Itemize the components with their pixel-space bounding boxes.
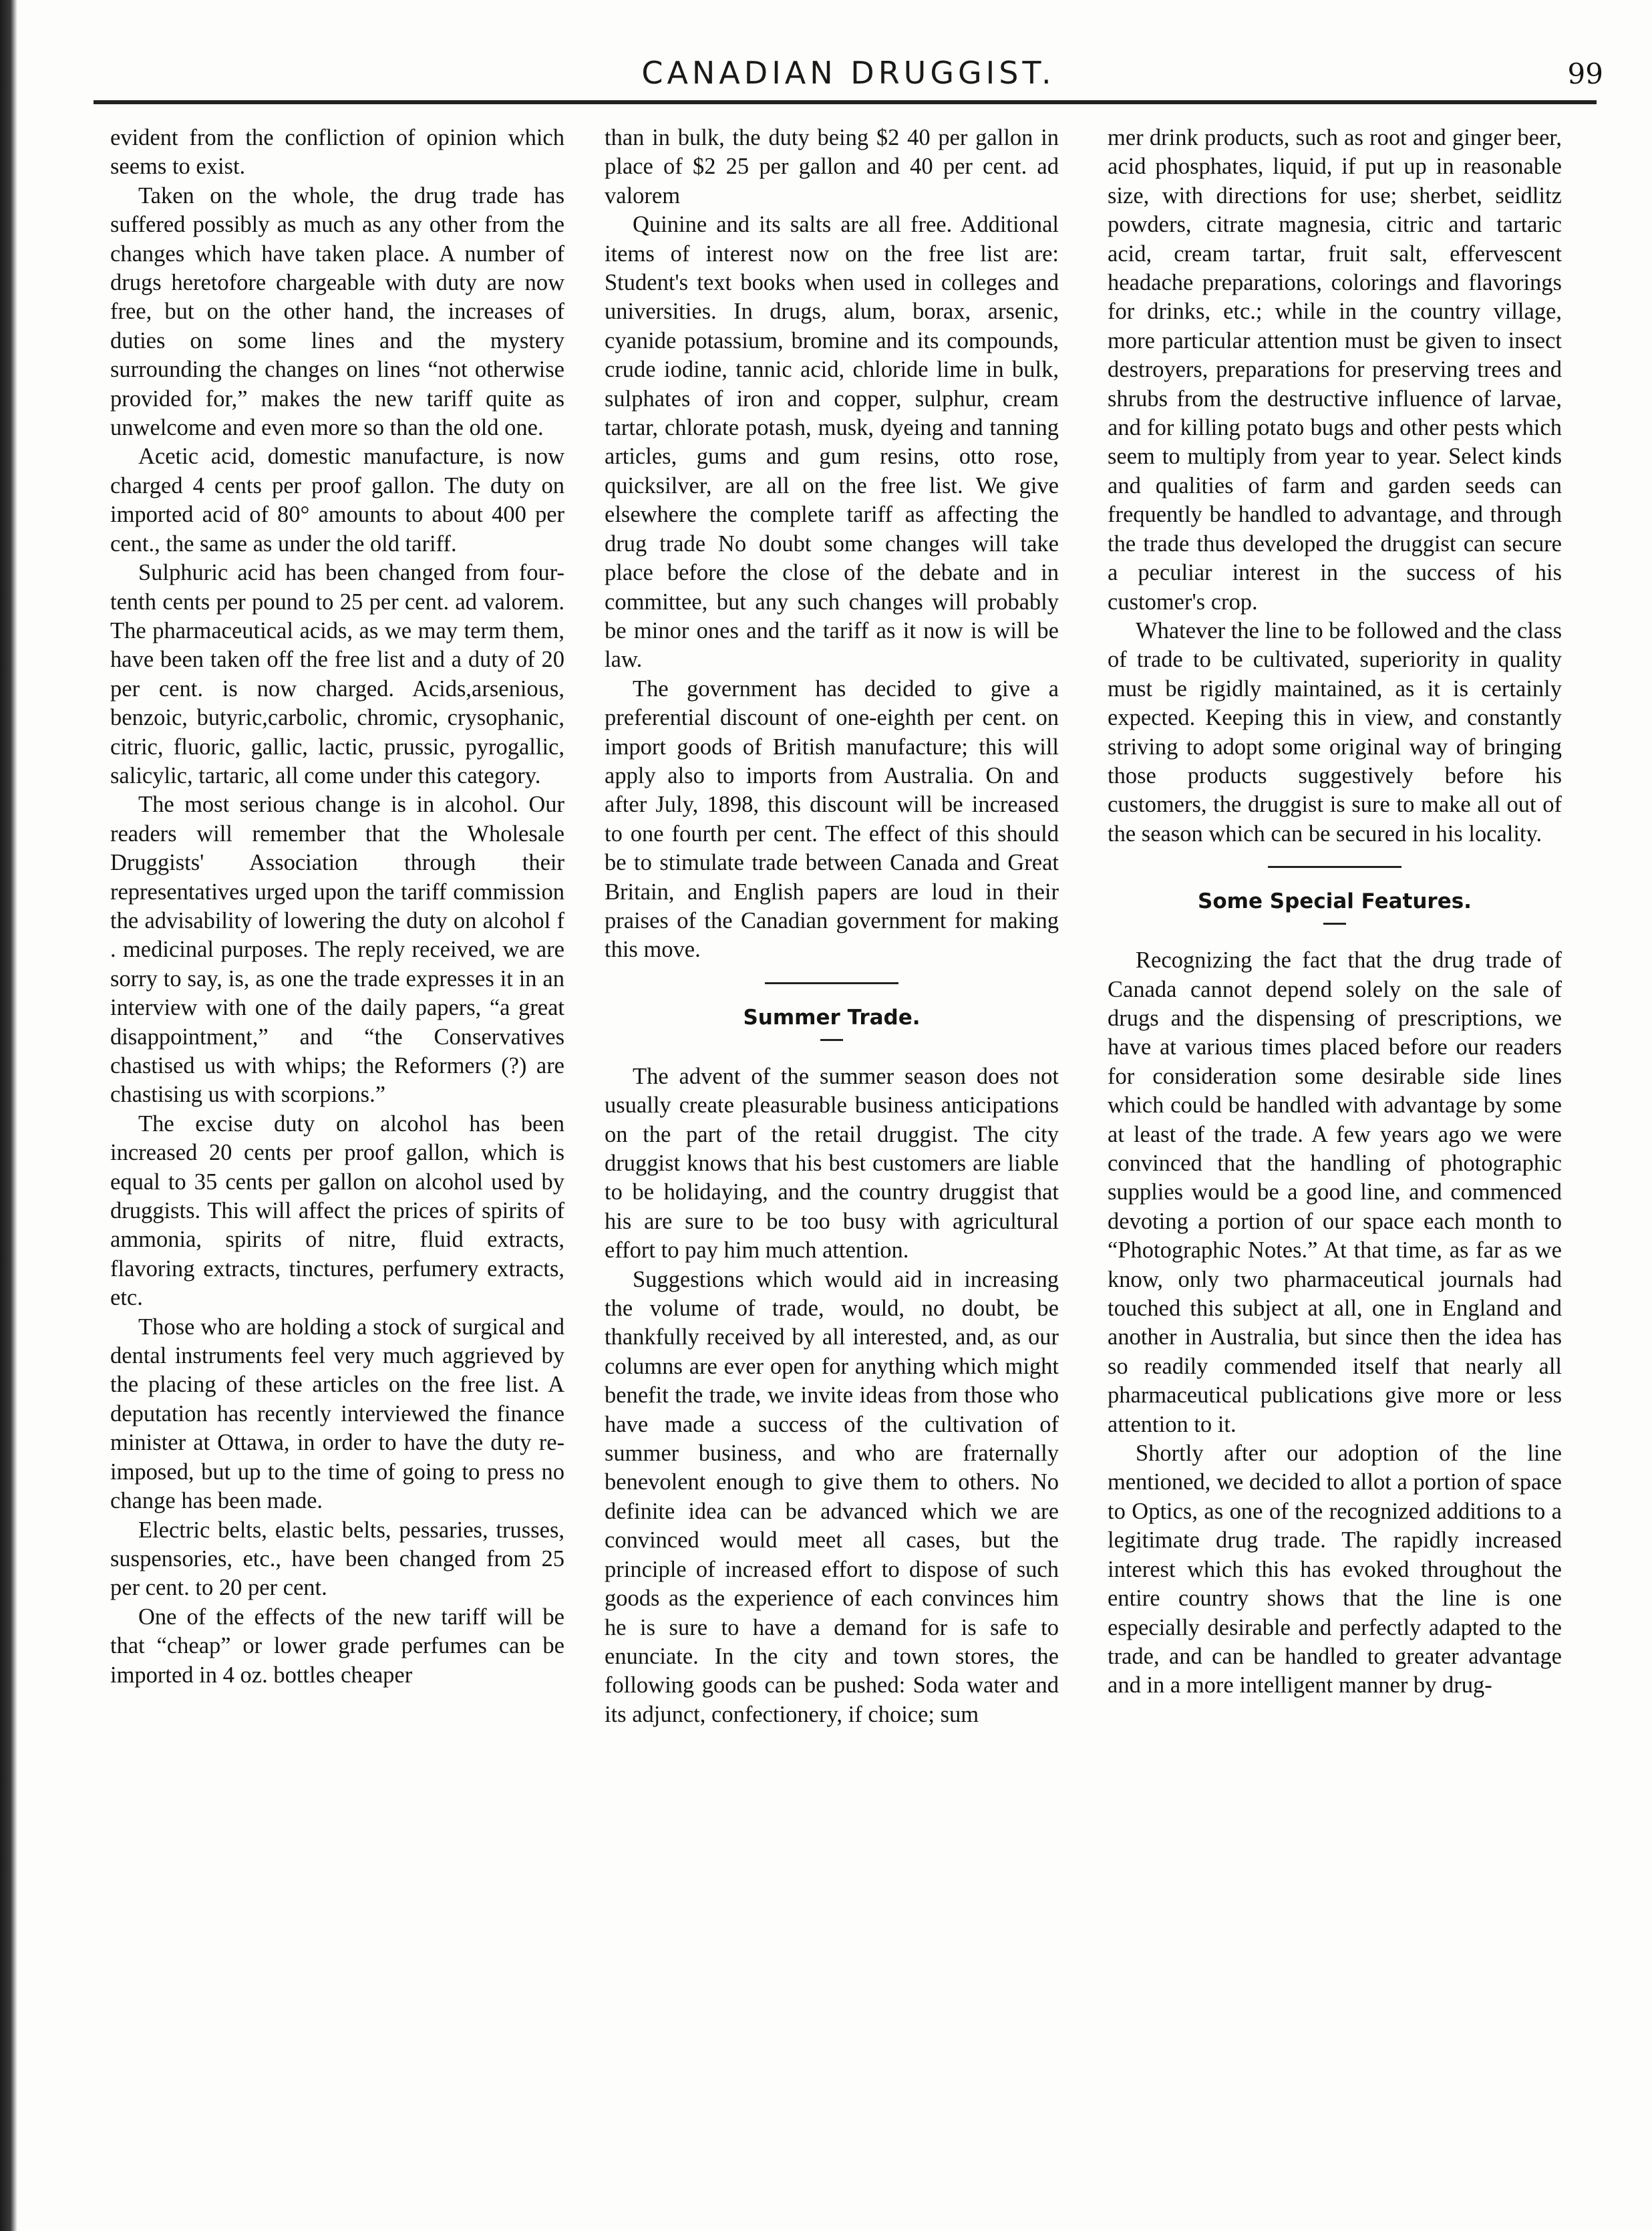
- page-number: 99: [1567, 57, 1603, 90]
- body-paragraph: Quinine and its salts are all free. Additional items of interest now on the free list are: Student's text books when used in colleges and universities. In drugs, alum, borax, arsenic, cyanide potassium, bromine and its compounds, crude iodine, tannic acid, chloride lime in bulk, sulphates of iron and copper, sulphur, cream tartar, chlorate potash, musk, dyeing and tanning articles, gums and gum resins, otto rose, quicksilver, are all on the free list. We give elsewhere the complete tariff as affecting the drug trade No doubt some changes will take place before the close of the debate and in committee, but any such changes will probably be minor ones and the tariff as it now is will be law.: [605, 212, 1059, 673]
- body-paragraph: The advent of the summer season does not usually create pleasurable business anticipations on the part of the retail druggist. The city druggist knows that his best customers are liable to be holidaying, and the country druggist that his are sure to be too busy with agricultural effort to pay him much attention.: [605, 1063, 1059, 1263]
- body-paragraph: The most serious change is in alcohol. Our readers will remember that the Wholesale Druggists' Association through their representatives urged upon the tariff commission the advisability of lowering the duty on alcohol f . medicinal purposes. The reply received, we are sorry to say, is, as one the trade expresses it in an interview with one of the daily papers, “a great disappointment,” and “the Conservatives chastised us with whips; the Reformers (?) are chastising us with scorpions.”: [110, 792, 564, 1108]
- text-column-2: [605, 124, 1059, 2182]
- body-paragraph: Taken on the whole, the drug trade has suffered possibly as much as any other from the changes which have taken place. A number of drugs heretofore chargeable with duty are now free, but on the other hand, the increases of duties on some lines and the mystery surrounding the changes on lines “not otherwise provided for,” makes the new tariff quite as unwelcome and even more so than the old one.: [110, 182, 564, 441]
- journal-title: CANADIAN DRUGGIST.: [641, 55, 1055, 91]
- section-heading: Some Special Features.: [1198, 889, 1472, 914]
- section-heading: Summer Trade.: [743, 1005, 921, 1030]
- body-paragraph: The government has decided to give a preferential discount of one-eighth per cent. on import goods of British manufacture; this will apply also to imports from Australia. On and after July, 1898, this discount will be increased to one fourth per cent. The effect of this should be to stimulate trade between Canada and Great Britain, and English papers are loud in their praises of the Canadian government for making this move.: [605, 676, 1059, 963]
- text-column-3: [1108, 124, 1562, 2182]
- body-paragraph: Acetic acid, domestic manufacture, is now charged 4 cents per proof gallon. The duty on imported acid of 80° amounts to about 400 per cent., the same as under the old tariff.: [110, 444, 564, 557]
- page-binding-edge: [0, 0, 17, 2231]
- body-paragraph: Suggestions which would aid in increasing the volume of trade, would, no doubt, be thankfully received by all interested, and, as our columns are ever open for anything which might benefit the trade, we invite ideas from those who have made a success of the cultivation of summer business, and who are fraternally benevolent enough to give them to others. No definite idea can be advanced which we are convinced would meet all cases, but the principle of increased effort to dispose of such goods as the experience of each convinces him he is sure to have a demand for is safe to enunciate. In the city and town stores, the following goods can be pushed: Soda water and its adjunct, confectionery, if choice; sum: [605, 1266, 1059, 1727]
- body-paragraph: Shortly after our adoption of the line mentioned, we decided to allot a portion of space to Optics, as one of the recognized additions to a legitimate drug trade. The rapidly increased interest which this has evoked throughout the entire country shows that the line is one especially desirable and perfectly adapted to the trade, and can be handled to greater advantage and in a more intelligent manner by drug-: [1108, 1441, 1562, 1698]
- header-rule: [94, 100, 1597, 104]
- section-separator-rule: [1268, 866, 1401, 868]
- text-column-1: [110, 124, 564, 2182]
- heading-dash: [820, 1039, 843, 1041]
- body-paragraph: Whatever the line to be followed and the class of trade to be cultivated, superiority in quality must be rigidly maintained, as it is certainly expected. Keeping this in view, and constantly striving to adopt some original way of bringing those products suggestively before his customers, the druggist is sure to make all out of the season which can be secured in his locality.: [1108, 617, 1562, 847]
- heading-dash: [1323, 923, 1346, 925]
- body-paragraph: The excise duty on alcohol has been increased 20 cents per proof gallon, which is equal to 35 cents per gallon on alcohol used by druggists. This will affect the prices of spirits of ammonia, spirits of nitre, fluid extracts, flavoring extracts, tinctures, perfumery extracts, etc.: [110, 1110, 564, 1311]
- body-paragraph: Those who are holding a stock of surgical and dental instruments feel very much aggrieved by the placing of these articles on the free list. A deputation has recently interviewed the finance minister at Ottawa, in order to have the duty re-imposed, but up to the time of going to press no change has been made.: [110, 1314, 564, 1514]
- section-separator-rule: [765, 982, 898, 984]
- body-paragraph: mer drink products, such as root and ginger beer, acid phosphates, liquid, if put up in reasonable size, with directions for use; sherbet, seidlitz powders, citrate magnesia, citric and tartaric acid, cream tartar, fruit salt, effervescent headache preparations, colorings and flavorings for drinks, etc.; while in the country village, more particular attention must be given to insect destroyers, preparations for preserving trees and shrubs from the destructive influence of larvae, and for killing potato bugs and other pests which seem to multiply from year to year. Select kinds and qualities of farm and garden seeds can frequently be handled to advantage, and through the trade thus developed the druggist can secure a peculiar interest in the success of his customer's crop.: [1108, 125, 1562, 615]
- body-paragraph: than in bulk, the duty being $2 40 per gallon in place of $2 25 per gallon and 40 per cent. ad valorem: [605, 125, 1059, 208]
- body-paragraph: Electric belts, elastic belts, pessaries, trusses, suspensories, etc., have been changed from 25 per cent. to 20 per cent.: [110, 1517, 564, 1601]
- body-paragraph: Recognizing the fact that the drug trade of Canada cannot depend solely on the sale of drugs and the dispensing of prescriptions, we have at various times placed before our readers for consideration some desirable side lines which could be handled with advantage by some at least of the trade. A few years ago we were convinced that the handling of photographic supplies would be a good line, and commenced devoting a portion of our space each month to “Photographic Notes.” At that time, as far as we know, only two pharmaceutical journals had touched this subject at all, one in England and another in Australia, but since then the idea has so readily commended itself that nearly all pharmaceutical publications give more or less attention to it.: [1108, 947, 1562, 1437]
- body-paragraph: One of the effects of the new tariff will be that “cheap” or lower grade perfumes can be imported in 4 oz. bottles cheaper: [110, 1604, 564, 1688]
- body-paragraph: evident from the confliction of opinion which seems to exist.: [110, 125, 564, 180]
- body-paragraph: Sulphuric acid has been changed from four-tenth cents per pound to 25 per cent. ad valorem. The pharmaceutical acids, as we may term them, have been taken off the free list and a duty of 20 per cent. is now charged. Acids,arsenious, benzoic, butyric,carbolic, chromic, crysophanic, citric, fluoric, gallic, lactic, prussic, pyrogallic, salicylic, tartaric, all come under this category.: [110, 560, 564, 788]
- running-head: [94, 41, 1603, 102]
